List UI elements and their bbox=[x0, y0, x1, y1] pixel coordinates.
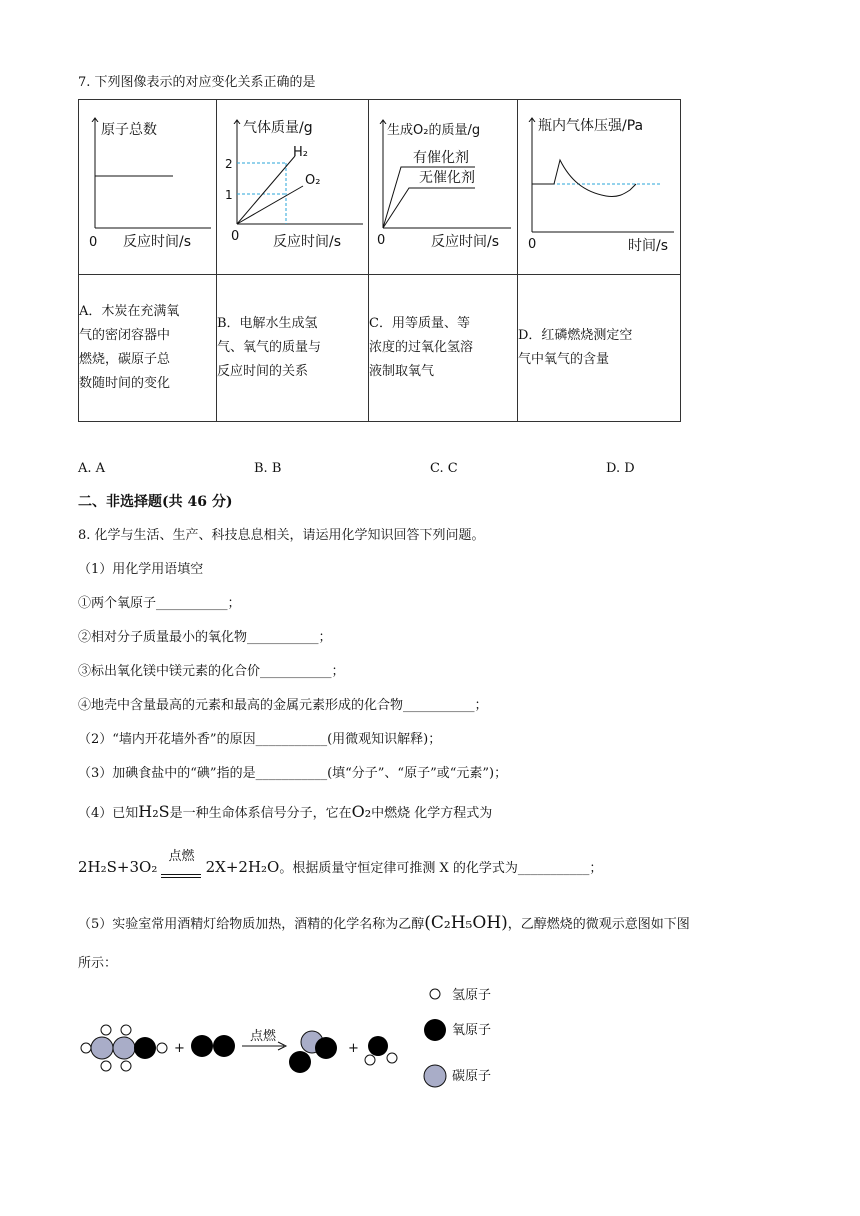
legend-c-icon bbox=[424, 1065, 446, 1087]
q8-part1-4: ④地壳中含量最高的元素和最高的金属元素形成的化合物___________； bbox=[78, 698, 488, 713]
plus-1: + bbox=[174, 1041, 185, 1056]
graph-c-label-cat: 有催化剂 bbox=[413, 150, 469, 166]
q8-equation: 2H₂S+3O₂ 点燃 2X+2H₂O。根据质量守恒定律可推测 X 的化学式为___________； bbox=[78, 849, 603, 876]
graph-b-cell bbox=[217, 100, 369, 275]
option-d[interactable]: D. D bbox=[606, 461, 635, 476]
graph-c-xlabel: 反应时间/s bbox=[431, 234, 500, 250]
graph-d-origin: 0 bbox=[528, 237, 537, 252]
graph-a-ylabel: 原子总数 bbox=[101, 122, 157, 138]
combustion-diagram bbox=[78, 980, 598, 1100]
equation-arrow bbox=[161, 849, 201, 878]
graph-b-label-h2: H₂ bbox=[293, 145, 308, 160]
arrow-label: 点燃 bbox=[250, 1029, 277, 1044]
legend-h-icon bbox=[430, 989, 440, 999]
graph-d-xlabel: 时间/s bbox=[628, 238, 669, 254]
legend-c-label: 碳原子 bbox=[452, 1069, 492, 1084]
graph-c-origin: 0 bbox=[377, 233, 386, 248]
graph-a bbox=[79, 100, 216, 270]
graph-b-label-o2: O₂ bbox=[305, 173, 321, 188]
section-heading: 二、非选择题(共 46 分) bbox=[78, 494, 233, 510]
desc-b: B．电解水生成氢 气、氧气的质量与 反应时间的关系 bbox=[217, 275, 369, 422]
desc-d: D．红磷燃烧测定空 气中氧气的含量 bbox=[518, 275, 681, 422]
q8-stem: 8. 化学与生活、生产、科技息息相关，请运用化学知识回答下列问题。 bbox=[78, 528, 485, 543]
q8-part4-line: （4）已知H₂S是一种生命体系信号分子，它在O₂中燃烧 化学方程式为 bbox=[78, 802, 493, 821]
formula-h2s: H₂S bbox=[138, 802, 170, 821]
q8-part1-2: ②相对分子质量最小的氧化物___________； bbox=[78, 630, 332, 645]
q8-part1-1: ①两个氧原子___________； bbox=[78, 596, 241, 611]
desc-c: C．用等质量、等 浓度的过氧化氢溶 液制取氧气 bbox=[369, 275, 518, 422]
q8-part3: （3）加碘食盐中的“碘”指的是___________(填“分子”、“原子”或“元素”)； bbox=[78, 766, 508, 781]
q8-part2: （2）“墙内开花墙外香”的原因___________(用微观知识解释)； bbox=[78, 732, 442, 747]
legend-o-label: 氧原子 bbox=[452, 1023, 492, 1038]
option-c[interactable]: C. C bbox=[430, 461, 458, 476]
q8-part1-3: ③标出氧化镁中镁元素的化合价___________； bbox=[78, 664, 345, 679]
option-a[interactable]: A. A bbox=[78, 461, 106, 476]
ethanol-molecule bbox=[81, 1025, 167, 1071]
q8-part5: （5）实验室常用酒精灯给物质加热，酒精的化学名称为乙醇(C₂H₅OH)，乙醇燃烧的微观示意图如下图 bbox=[78, 913, 690, 933]
option-b[interactable]: B. B bbox=[254, 461, 282, 476]
legend bbox=[424, 988, 491, 1087]
equation-right: 2X+2H₂O bbox=[205, 858, 280, 876]
graph-d bbox=[518, 100, 680, 270]
graph-d-curve bbox=[532, 160, 636, 197]
q7-table bbox=[78, 99, 681, 422]
water-molecule bbox=[365, 1036, 397, 1065]
equation-left: 2H₂S+3O₂ bbox=[78, 858, 158, 876]
formula-o2: O₂ bbox=[351, 802, 372, 821]
formula-ethanol: (C₂H₅OH) bbox=[424, 913, 508, 933]
graph-d-cell bbox=[518, 100, 681, 275]
co2-molecule bbox=[289, 1031, 337, 1073]
graph-c-ylabel: 生成O₂的质量/g bbox=[387, 123, 481, 138]
graph-a-origin: 0 bbox=[89, 235, 98, 250]
q7-stem: 7. 下列图像表示的对应变化关系正确的是 bbox=[78, 75, 316, 90]
graph-b-tick-1: 1 bbox=[225, 188, 233, 202]
graph-c-cell bbox=[369, 100, 518, 275]
legend-h-label: 氢原子 bbox=[452, 988, 492, 1003]
legend-o-icon bbox=[424, 1019, 446, 1041]
q8-part5-line2: 所示： bbox=[78, 956, 118, 971]
graph-d-ylabel: 瓶内气体压强/Pa bbox=[538, 118, 644, 134]
graph-c-label-nocat: 无催化剂 bbox=[419, 170, 475, 186]
equation-condition: 点燃 bbox=[168, 849, 195, 864]
q8-part1: （1）用化学用语填空 bbox=[78, 562, 204, 577]
graph-b-tick-2: 2 bbox=[225, 157, 233, 171]
graph-b-ylabel: 气体质量/g bbox=[243, 120, 313, 136]
graph-c bbox=[369, 100, 517, 270]
graph-a-cell bbox=[79, 100, 217, 275]
desc-a: A．木炭在充满氧 气的密闭容器中 燃烧，碳原子总 数随时间的变化 bbox=[79, 275, 217, 422]
graph-b-line-o2 bbox=[237, 186, 303, 224]
plus-2: + bbox=[348, 1041, 359, 1056]
graph-b bbox=[217, 100, 368, 270]
graph-b-xlabel: 反应时间/s bbox=[273, 234, 342, 250]
oxygen-molecule bbox=[191, 1035, 235, 1057]
graph-a-xlabel: 反应时间/s bbox=[123, 234, 192, 250]
graph-b-origin: 0 bbox=[231, 229, 240, 244]
graph-c-line-nocat bbox=[383, 188, 475, 228]
